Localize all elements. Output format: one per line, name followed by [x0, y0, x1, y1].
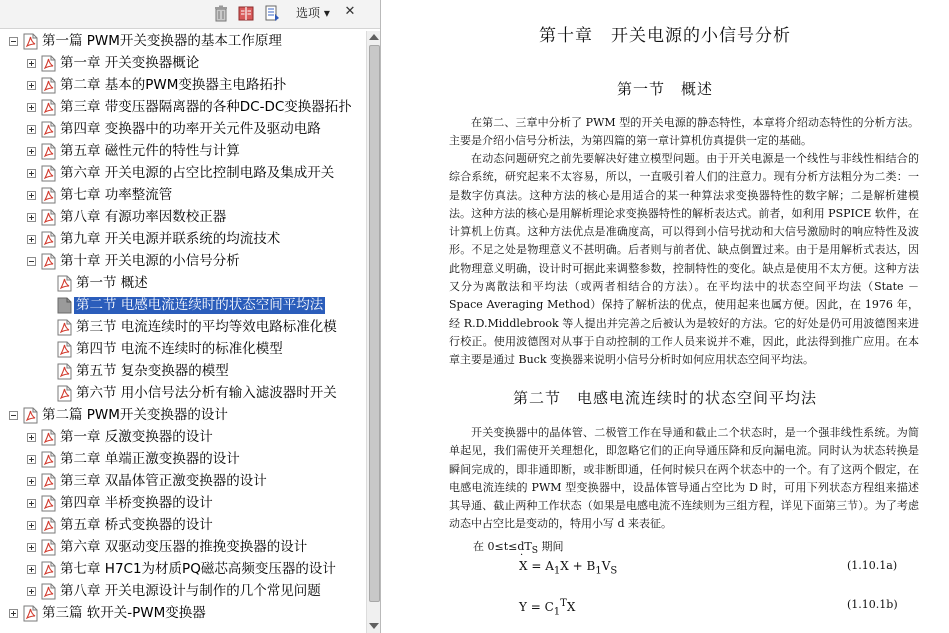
- bookmark-label: 第五章 桥式变换器的设计: [60, 517, 213, 533]
- bookmark-item[interactable]: [0, 515, 366, 537]
- pdf-bookmark-icon: [41, 473, 56, 490]
- bookmark-label: 第一章 开关变换器概论: [60, 55, 200, 71]
- bookmark-label: 第六节 用小信号法分析有输入滤波器时开关: [76, 385, 337, 401]
- pdf-bookmark-icon: [23, 407, 38, 424]
- pdf-bookmark-icon: [23, 605, 38, 622]
- bookmark-item[interactable]: [0, 31, 366, 53]
- options-label: 选项: [296, 6, 321, 20]
- bookmark-label: 第三章 双晶体管正激变换器的设计: [60, 473, 267, 489]
- pdf-bookmark-icon: [57, 363, 72, 380]
- pdf-bookmark-icon: [41, 55, 56, 72]
- bookmark-item[interactable]: [0, 141, 366, 163]
- bookmark-item[interactable]: [0, 251, 366, 273]
- expand-toggle-icon[interactable]: [27, 147, 36, 156]
- pdf-bookmark-icon: [57, 319, 72, 336]
- expand-toggle-icon[interactable]: [27, 477, 36, 486]
- expand-toggle-icon[interactable]: [27, 125, 36, 134]
- pdf-bookmark-icon: [41, 583, 56, 600]
- bookmark-label: 第三篇 软开关-PWM变换器: [42, 605, 206, 621]
- bookmark-item[interactable]: [0, 273, 366, 295]
- expand-toggle-icon[interactable]: [27, 543, 36, 552]
- bookmark-item[interactable]: [0, 229, 366, 251]
- bookmark-label: 第八章 有源功率因数校正器: [60, 209, 227, 225]
- paragraph: 在动态问题研究之前先要解决好建立模型问题。由于开关电源是一个线性与非线性相结合的综合系统，研究起来不太容易，所以，一直吸引着人们的注意力。现有分析方法粗分为二类：一是数字仿真法。这种方法的核心是用适合的某一种算法求变换器特性的数字解；二是解析建模法。这种方法的核心是用解析理论求变换器特性的解析表达式。前者，如利用 PSPICE 软件，在计算机上仿真。这种方法优点是准确度高，可以得到小信号扰动和大信号激励时的响应特性及波形。不足之处是物理意义不甚明确。后者则与前者优、缺点倒置过来。由于是用解析式表达，因此物理意义明确，设计时可据此来调整参数，控制特性的变化。缺点是使用不太方便。这种方法又分为离散法和平均法（或两者相结合的方法）。在平均法中的状态空间平均法（State － Space Averaging Method）保持了解析法的优点，使用起来也属方便。因此，在 1976 年，经 R.D.Middlebrook 等人提出并完善之后被认为是较好的方法。它的好处是仍可用波德图来进行校正。使用波德图对从事于自动控制的工作人员来说并不难，因此，此法得到推广应用。在本章主要是通过 Buck 变换器来说明小信号分析时如何应用状态空间平均法。: [449, 152, 919, 367]
- pdf-bookmark-icon: [57, 385, 72, 402]
- chapter-title: 第十章 开关电源的小信号分析: [539, 26, 791, 46]
- paragraph: 开关变换器中的晶体管、二极管工作在导通和截止二个状态时，是一个强非线性系统。为简单起见，我们需使开关理想化，即忽略它们的正向导通压降和反向漏电流。同时认为状态转换是瞬间完成的，即非通即断，或非断即通，任何时候只在两个状态中的一个。有了这两个假定，在电感电流连续的 PWM 型变换器中，设晶体管导通占空比为 D 时，可用下列状态方程组来描述其导通、截止两种工作状态（如果是电感电流不连续则为三组方程，详见下面第三节）。为了考虑动态中占空比是变动的，特用小写 d 来表征。: [449, 426, 919, 531]
- output-equation: $Y = C_1^TX$: [519, 598, 576, 618]
- pdf-bookmark-icon: [57, 341, 72, 358]
- pdf-bookmark-icon: [57, 275, 72, 292]
- bookmark-label: 第一节 概述: [76, 275, 148, 291]
- expand-toggle-icon[interactable]: [27, 499, 36, 508]
- expand-toggle-icon[interactable]: [27, 521, 36, 530]
- expand-toggle-icon[interactable]: [27, 565, 36, 574]
- book-icon[interactable]: [238, 5, 254, 22]
- bookmark-item[interactable]: [0, 53, 366, 75]
- pdf-bookmark-icon: [41, 517, 56, 534]
- bookmark-item[interactable]: [0, 361, 366, 383]
- bookmark-item[interactable]: [0, 317, 366, 339]
- bookmark-item[interactable]: [0, 163, 366, 185]
- bookmark-label: 第四章 半桥变换器的设计: [60, 495, 213, 511]
- pdf-bookmark-icon: [41, 253, 56, 270]
- expand-toggle-icon[interactable]: [27, 213, 36, 222]
- expand-toggle-icon[interactable]: [27, 59, 36, 68]
- bookmark-item[interactable]: [0, 471, 366, 493]
- equation-number: (1.10.1b): [847, 598, 898, 611]
- section-title: 第二节 电感电流连续时的状态空间平均法: [512, 389, 817, 407]
- bookmark-label: 第二章 基本的PWM变换器主电路拓扑: [60, 77, 287, 93]
- bookmark-label: 第三章 带变压器隔离器的各种DC-DC变换器拓扑: [60, 99, 352, 115]
- pdf-bookmark-icon: [41, 121, 56, 138]
- pdf-bookmark-icon: [41, 99, 56, 116]
- document-page: [381, 0, 949, 633]
- bookmark-item[interactable]: [0, 339, 366, 361]
- bookmark-label: 第七章 H7C1为材质PQ磁芯高频变压器的设计: [60, 561, 336, 577]
- bookmark-item[interactable]: [0, 185, 366, 207]
- bookmark-label: 第一章 反激变换器的设计: [60, 429, 213, 445]
- scroll-down-arrow-icon[interactable]: [369, 623, 379, 629]
- scroll-up-arrow-icon[interactable]: [369, 34, 379, 40]
- bookmark-label: 第五节 复杂变换器的模型: [76, 363, 229, 379]
- pdf-bookmark-icon: [57, 297, 72, 314]
- pdf-bookmark-icon: [23, 33, 38, 50]
- bookmark-label: 第六章 双驱动变压器的推挽变换器的设计: [60, 539, 308, 555]
- expand-toggle-icon[interactable]: [9, 609, 18, 618]
- expand-toggle-icon[interactable]: [27, 103, 36, 112]
- bookmark-properties-icon[interactable]: [264, 5, 280, 22]
- bookmark-item[interactable]: [0, 207, 366, 229]
- pdf-bookmark-icon: [41, 77, 56, 94]
- bookmark-tree: [0, 31, 366, 633]
- bookmark-item[interactable]: [0, 119, 366, 141]
- bookmark-item[interactable]: [0, 295, 366, 317]
- bookmark-label: 第十章 开关电源的小信号分析: [60, 253, 240, 269]
- collapse-toggle-icon[interactable]: [27, 257, 36, 266]
- pdf-bookmark-icon: [41, 561, 56, 578]
- pdf-bookmark-icon: [41, 165, 56, 182]
- scrollbar-thumb[interactable]: [369, 45, 380, 602]
- options-menu-button[interactable]: [292, 4, 334, 22]
- bookmark-item[interactable]: [0, 559, 366, 581]
- bookmark-label: 第九章 开关电源并联系统的均流技术: [60, 231, 281, 247]
- bookmarks-panel: [0, 0, 381, 633]
- bookmark-label: 第二章 单端正激变换器的设计: [60, 451, 240, 467]
- bookmark-item[interactable]: [0, 493, 366, 515]
- close-panel-button[interactable]: ✕: [344, 4, 356, 19]
- trash-icon[interactable]: [213, 5, 229, 22]
- bookmark-label: 第四节 电流不连续时的标准化模型: [76, 341, 283, 357]
- collapse-toggle-icon[interactable]: [9, 411, 18, 420]
- expand-toggle-icon[interactable]: [27, 81, 36, 90]
- pdf-bookmark-icon: [41, 539, 56, 556]
- equation-number: (1.10.1a): [847, 559, 898, 572]
- expand-toggle-icon[interactable]: [27, 235, 36, 244]
- expand-toggle-icon[interactable]: [27, 191, 36, 200]
- bookmark-item[interactable]: [0, 537, 366, 559]
- expand-toggle-icon[interactable]: [27, 433, 36, 442]
- bookmark-label: 第五章 磁性元件的特性与计算: [60, 143, 240, 159]
- bookmark-label: 第二节 电感电流连续时的状态空间平均法: [76, 297, 324, 313]
- state-equation: · $X = A_1X + B_1V_S$: [519, 550, 618, 577]
- expand-toggle-icon[interactable]: [27, 455, 36, 464]
- pdf-bookmark-icon: [41, 495, 56, 512]
- bookmark-item[interactable]: [0, 603, 366, 625]
- bookmark-item[interactable]: [0, 405, 366, 427]
- expand-toggle-icon[interactable]: [27, 169, 36, 178]
- bookmark-label: 第一篇 PWM开关变换器的基本工作原理: [42, 33, 282, 49]
- bookmark-label: 第四章 变换器中的功率开关元件及驱动电路: [60, 121, 321, 137]
- bookmarks-toolbar: [0, 0, 380, 29]
- bookmark-label: 第二篇 PWM开关变换器的设计: [42, 407, 228, 423]
- expand-toggle-icon[interactable]: [27, 587, 36, 596]
- bookmark-label: 第三节 电流连续时的平均等效电路标准化模: [76, 319, 337, 335]
- bookmark-item[interactable]: [0, 75, 366, 97]
- chevron-down-icon: ▾: [323, 6, 330, 20]
- bookmark-label: 第八章 开关电源设计与制作的几个常见问题: [60, 583, 321, 599]
- bookmark-label: 第七章 功率整流管: [60, 187, 173, 203]
- pdf-bookmark-icon: [41, 451, 56, 468]
- section-title: 第一节 概述: [616, 80, 713, 98]
- pdf-bookmark-icon: [41, 187, 56, 204]
- bookmark-label: 第六章 开关电源的占空比控制电路及集成开关: [60, 165, 335, 181]
- bookmark-item[interactable]: [0, 383, 366, 405]
- pdf-bookmark-icon: [41, 231, 56, 248]
- bookmark-item[interactable]: [0, 449, 366, 471]
- paragraph: 在第二、三章中分析了 PWM 型的开关电源的静态特性，本章将介绍动态特性的分析方法。主要是介绍小信号分析法，为第四篇的第一章计算机仿真提供一定的基础。: [449, 116, 919, 148]
- bookmark-item[interactable]: [0, 581, 366, 603]
- collapse-toggle-icon[interactable]: [9, 37, 18, 46]
- bookmark-scrollbar[interactable]: [366, 31, 381, 633]
- pdf-bookmark-icon: [41, 429, 56, 446]
- time-interval-text: 在 $0\le t\le dT_S$ 期间: [473, 540, 564, 557]
- pdf-bookmark-icon: [41, 143, 56, 160]
- bookmark-item[interactable]: [0, 427, 366, 449]
- pdf-bookmark-icon: [41, 209, 56, 226]
- bookmark-item[interactable]: [0, 97, 366, 119]
